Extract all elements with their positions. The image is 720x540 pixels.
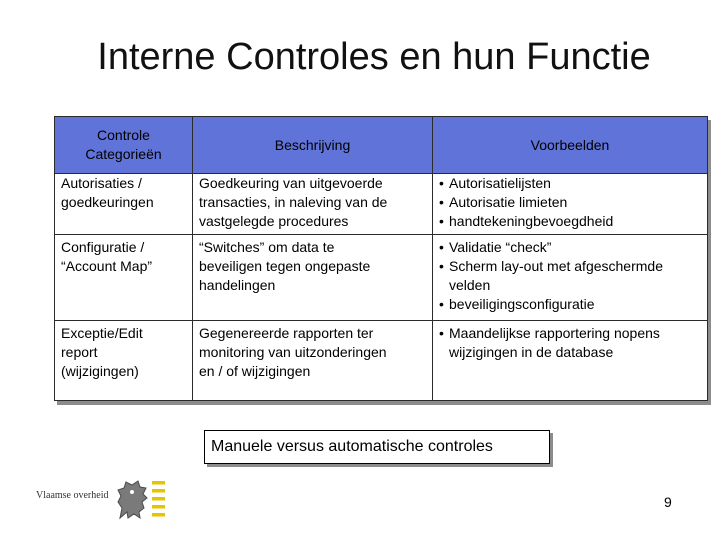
- example-item: • Scherm lay-out met afgeschermde: [439, 257, 701, 276]
- controls-table: [54, 116, 708, 401]
- description-cell: [193, 174, 433, 235]
- examples-cell: [433, 174, 708, 235]
- category-line: “Account Map”: [61, 258, 153, 274]
- description-line: beveiligen tegen ongepaste: [199, 258, 371, 274]
- flemish-lion-icon: [112, 478, 166, 522]
- logo-text: Vlaamse overheid: [36, 490, 109, 501]
- examples-cell: [433, 321, 708, 401]
- header-description: Beschrijving: [193, 117, 433, 174]
- table-row: [55, 321, 708, 401]
- example-item-continuation: velden: [449, 277, 491, 293]
- example-item-continuation: wijzigingen in de database: [449, 344, 614, 360]
- description-line: monitoring van uitzonderingen: [199, 344, 387, 360]
- example-item: • Maandelijkse rapportering nopens: [439, 324, 701, 343]
- description-line: vastgelegde procedures: [199, 213, 349, 229]
- category-cell: [55, 174, 193, 235]
- page-number: 9: [664, 494, 672, 510]
- manual-vs-automatic-note: Manuele versus automatische controles: [204, 430, 550, 464]
- description-line: handelingen: [199, 277, 276, 293]
- category-line: Configuratie /: [61, 239, 145, 255]
- example-item: • Autorisatie limieten: [439, 193, 701, 212]
- header-examples: Voorbeelden: [433, 117, 708, 174]
- header-categories-line: Controle Categorieën: [85, 127, 162, 162]
- vlaamse-overheid-logo: [36, 478, 166, 522]
- category-cell: [55, 235, 193, 321]
- description-line: Gegenereerde rapporten ter: [199, 325, 374, 341]
- category-cell: [55, 321, 193, 401]
- description-cell: [193, 321, 433, 401]
- description-line: en / of wijzigingen: [199, 363, 311, 379]
- description-line: Goedkeuring van uitgevoerde: [199, 175, 383, 191]
- table-row: [55, 235, 708, 321]
- example-item: • handtekeningbevoegdheid: [439, 212, 701, 231]
- category-line: goedkeuringen: [61, 194, 154, 210]
- category-line: Autorisaties /: [61, 175, 142, 191]
- example-item: • beveiligingsconfiguratie: [439, 295, 701, 314]
- header-categories: [55, 117, 193, 174]
- description-cell: [193, 235, 433, 321]
- category-line: report: [61, 344, 98, 360]
- table-header-row: [55, 117, 708, 174]
- examples-cell: [433, 235, 708, 321]
- table-row: [55, 174, 708, 235]
- example-item: • Validatie “check”: [439, 238, 701, 257]
- example-item: • Autorisatielijsten: [439, 174, 701, 193]
- slide-title: Interne Controles en hun Functie: [97, 36, 651, 78]
- description-line: “Switches” om data te: [199, 239, 335, 255]
- category-line: Exceptie/Edit: [61, 325, 143, 341]
- category-line: (wijzigingen): [61, 363, 139, 379]
- description-line: transacties, in naleving van de: [199, 194, 388, 210]
